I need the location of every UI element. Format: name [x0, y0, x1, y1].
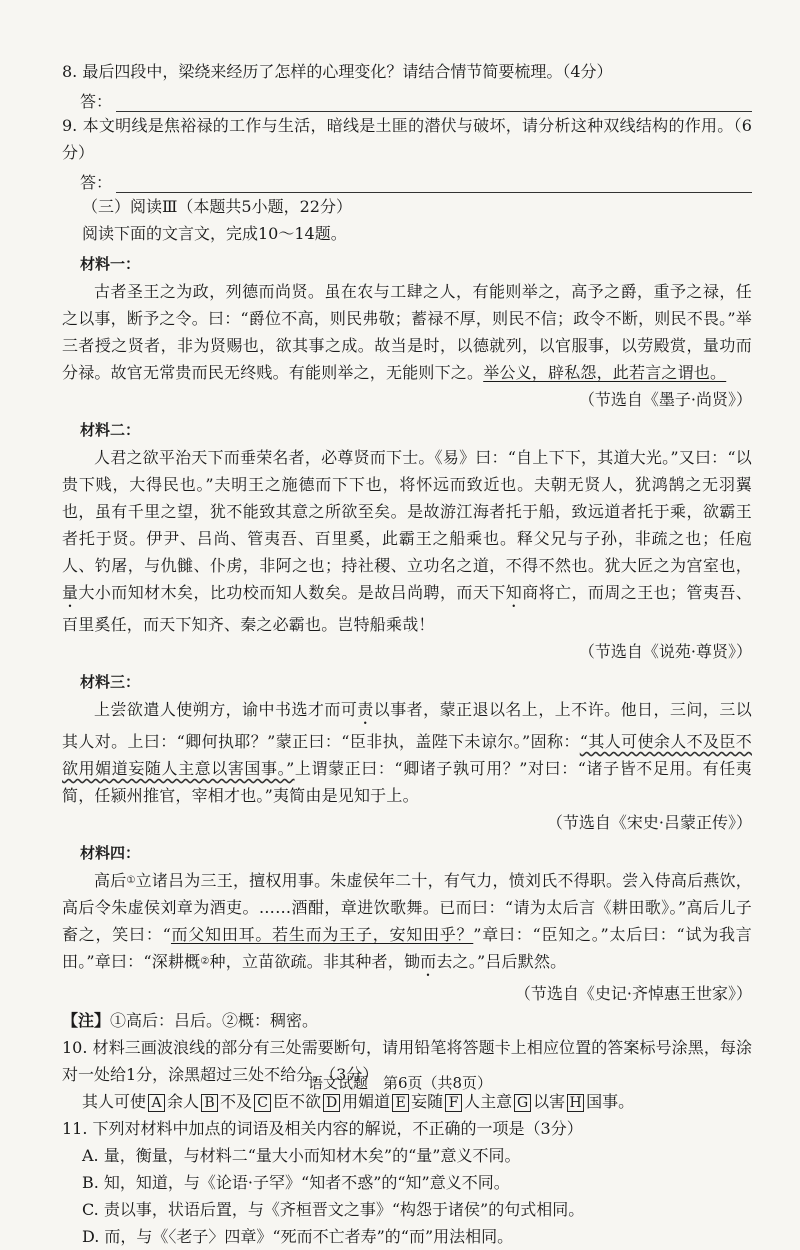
option-a[interactable]: A. 量，衡量，与材料二“量大小而知材木矣”的“量”意义不同。 — [82, 1146, 521, 1165]
segment: 用媚道 — [342, 1092, 391, 1111]
break-box-g[interactable]: G — [514, 1094, 531, 1112]
question-11 — [62, 1115, 752, 1142]
break-box-b[interactable]: B — [201, 1094, 218, 1112]
question-9-answer[interactable] — [62, 166, 752, 193]
material-3-body-c: 上谓蒙正曰：“卿诸子孰可用？”对曰：“诸子皆不足用。有任夷简，任颍州推官，宰相才也。”夷简由是见知于上。 — [62, 759, 752, 805]
material-1-text — [62, 278, 752, 386]
answer-label: 答： — [80, 92, 113, 111]
material-1-source: （节选自《墨子·尚贤》） — [578, 390, 752, 409]
option-d[interactable]: D. 而，与《〈老子〉四章》“死而不亡者寿”的“而”用法相同。 — [82, 1227, 514, 1246]
page-footer: 语文试题 第6页（共8页） — [307, 1074, 493, 1092]
break-box-d[interactable]: D — [323, 1094, 340, 1112]
material-2-body-a: 人君之欲平治天下而垂荣名者，必尊贤而下士。《易》曰：“自上下下，其道大光。”又曰：“以贵下贱，大得民也。”夫明王之施德而下下也，将怀远而致近也。夫朝无贤人，犹鸿鹄之无羽翼也，虽有千里之望，犹不能致其意之所欲至矣。是故游江海者托于船，致远道者托于乘，欲霸王者托于贤。伊尹、吕尚、管夷吾、百里奚，此霸王之船乘也。释父兄与子孙，非疏之也；任庖人、钓屠，与仇雠、仆虏，非阿之也；持社稷、立功名之道，不得不然也。犹大匠之为宫室也， — [62, 448, 752, 575]
material-4-source: （节选自《史记·齐悼惠王世家》） — [514, 984, 752, 1003]
notes-text: ①高后：吕后。②概：稠密。 — [110, 1011, 319, 1030]
segment: 其人可使 — [82, 1092, 147, 1111]
material-4-text — [62, 867, 752, 980]
footnote-mark-1: ① — [126, 875, 136, 886]
material-3-body-a: 上尝欲遣人使朔方，谕中书选才而可 — [94, 700, 358, 719]
dotted-word-ze: 责 — [357, 700, 374, 719]
question-8-text: 8. 最后四段中，梁绕来经历了怎样的心理变化？请结合情节简要梳理。（4分） — [62, 62, 613, 81]
question-10-text: 10. 材料三画波浪线的部分有三处需要断句，请用铅笔将答题卡上相应位置的答案标号涂黑，每涂对一处给1分，涂黑超过三处不给分。（3分） — [62, 1038, 752, 1084]
dotted-word-liang: 量 — [62, 583, 79, 602]
material-4-body-d: 种，立苗欲疏。非其种者，锄 — [209, 952, 421, 971]
material-3-body-b: 以事者，蒙正退以名上，上不许。他日，三问，三以其人对。上曰：“卿何执耶？”蒙正曰：“臣非执，盖陛下未谅尔。”固称： — [62, 700, 752, 751]
segment: 臣不欲 — [273, 1092, 322, 1111]
section-3-title: （三）阅读Ⅲ（本题共5小题，22分） — [82, 197, 352, 216]
break-box-f[interactable]: F — [445, 1094, 462, 1112]
material-2-source: （节选自《说苑·尊贤》） — [578, 642, 752, 661]
question-8 — [62, 58, 752, 85]
break-box-a[interactable]: A — [148, 1094, 165, 1112]
answer-rule — [116, 174, 752, 193]
material-4-body-e: 去之。”吕后默然。 — [436, 952, 567, 971]
dotted-word-er: 而 — [420, 952, 437, 971]
material-1-title: 材料一： — [80, 255, 141, 273]
question-9-text: 9. 本文明线是焦裕禄的工作与生活，暗线是土匪的潜伏与破坏，请分析这种双线结构的作用。（6分） — [62, 116, 752, 162]
material-2-title: 材料二： — [80, 421, 141, 439]
segment: 人主意 — [464, 1092, 513, 1111]
answer-label: 答： — [80, 173, 113, 192]
material-2-text — [62, 444, 752, 638]
material-4-body-a: 高后 — [94, 871, 127, 890]
material-4-body-c: ”章曰：“臣知之。”太后曰：“试为我言田。”章曰：“深耕概 — [62, 925, 752, 971]
section-3-instruction: 阅读下面的文言文，完成10～14题。 — [82, 224, 347, 243]
segment: 以害 — [533, 1092, 566, 1111]
option-b[interactable]: B. 知，知道，与《论语·子罕》“知者不惑”的“知”意义不同。 — [82, 1173, 510, 1192]
segment: 余人 — [167, 1092, 200, 1111]
material-4-title: 材料四： — [80, 844, 141, 862]
break-box-e[interactable]: E — [392, 1094, 409, 1112]
segment: 国事。 — [586, 1092, 635, 1111]
segment: 不及 — [220, 1092, 253, 1111]
answer-rule — [116, 93, 752, 112]
segment: 妄随 — [411, 1092, 444, 1111]
material-2-body-c: 商将亡，而周之王也；管夷吾、百里奚任，而天下知齐、秦之必霸也。岂特船乘哉！ — [62, 583, 752, 634]
question-8-answer[interactable] — [62, 85, 752, 112]
notes-label: 【注】 — [62, 1011, 111, 1030]
notes — [62, 1007, 752, 1034]
wavy-underlined-sentence: “其人可使余人不及臣不欲用媚道妄随人主意以害国事。” — [62, 732, 752, 778]
break-box-c[interactable]: C — [254, 1094, 271, 1112]
material-1-body: 古者圣王之为政，列德而尚贤。虽在农与工肆之人，有能则举之，高予之爵，重予之禄，任之以事，断予之令。曰：“爵位不高，则民弗敬；蓄禄不厚，则民不信；政令不断，则民不畏。”举三者授之贤者，非为贤赐也，欲其事之成。故当是时，以德就列，以官服事，以劳殿赏，量功而分禄。故官无常贵而民无终贱。有能则举之，无能则下之。 — [62, 282, 752, 382]
material-2-body-b: 大小而知材木矣，比功校而知人数矣。是故吕尚聘，而天下 — [78, 583, 506, 602]
question-9 — [62, 112, 752, 166]
dotted-word-zhi: 知 — [505, 583, 523, 602]
material-3-text — [62, 696, 752, 809]
break-box-h[interactable]: H — [567, 1094, 584, 1112]
option-c[interactable]: C. 责以事，状语后置，与《齐桓晋文之事》“构怨于诸侯”的句式相同。 — [82, 1200, 585, 1219]
footnote-mark-2: ② — [200, 956, 210, 967]
material-4-underlined: 而父知田耳。若生而为王子，安知田乎？ — [170, 925, 474, 944]
material-3-title: 材料三： — [80, 673, 141, 691]
material-4-body-b: 立诸吕为三王，擅权用事。朱虚侯年二十，有气力，愤刘氏不得职。尝入侍高后燕饮，高后令朱虚侯刘章为酒吏。……酒酣，章进饮歌舞。已而曰：“请为太后言《耕田歌》。”高后儿子畜之，笑曰：“ — [62, 871, 752, 944]
question-11-text: 11. 下列对材料中加点的词语及相关内容的解说，不正确的一项是（3分） — [62, 1119, 583, 1138]
material-3-source: （节选自《宋史·吕蒙正传》） — [546, 813, 752, 832]
material-1-underlined: 举公义，辟私怨，此若言之谓也。 — [483, 363, 727, 382]
